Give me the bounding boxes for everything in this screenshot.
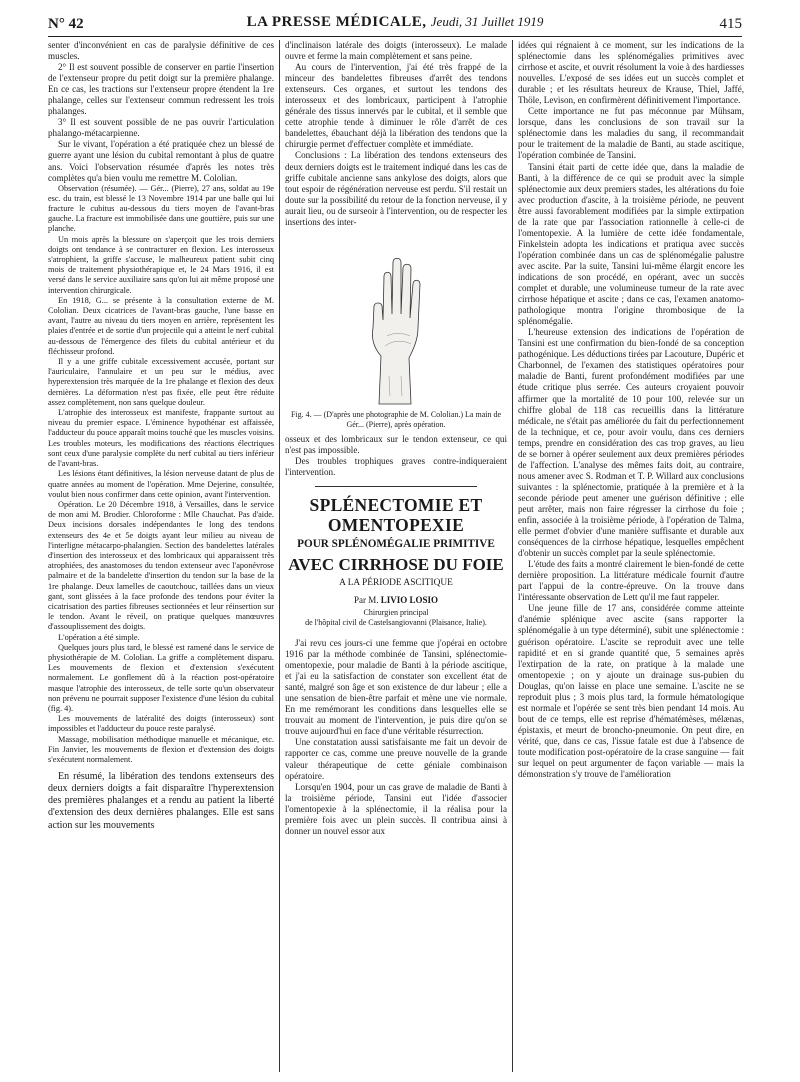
- paragraph: 2° Il est souvent possible de conserver en partie l'insertion de l'extenseur propre du petit doigt sur la première phalange. En ce cas, les tractions sur l'extenseur propre étendent la 1re phalange, celles sur l'extenseur commun redressent les trois phalanges.: [48, 62, 274, 117]
- article-subtitle-3: A LA PÉRIODE ASCITIQUE: [339, 577, 453, 588]
- column-2-middle: [285, 434, 507, 478]
- author-role: Chirurgien principal: [363, 607, 429, 617]
- page-number: 415: [719, 16, 742, 32]
- paragraph: Lorsqu'en 1904, pour un cas grave de maladie de Banti à la troisième période, Tansini eut l'idée d'associer l'omentopexie à la splénectomie, il la réalisa pour la première fois avec un plein succès. Il contribua ainsi à donner un nouvel essor aux: [285, 781, 507, 836]
- paragraph: Il y a une griffe cubitale excessivement accusée, portant sur l'auriculaire, l'annulaire et un peu sur le médius, avec hyperextension très marquée de la 1re phalange et flexion des deux dernières. La déformation n'est pas fixée, elle peut être réduite assez complètement, non sans quelque douleur.: [48, 357, 274, 407]
- paragraph: Tansini était parti de cette idée que, dans la maladie de Banti, à la différence de ce qui se produit avec la simple splénectomie aux deux premiers stades, les altérations du foie avec production d'ascite, à la troisième période, ne peuvent être aussi favorablement modifiées par la simple extirpation de la rate que par l'association rationnelle à celle-ci de l'omentopexie. A la lumière de cette idée fondamentale, Finkelstein adopta les indications et pratiqua avec succès l'opération combinée dans un cas de splénomégalie palustre avec ascite. Par la suite, Tansini lui-même élargit encore les indications de son procédé, en opérant, avec un succès complet et durable, une volumineuse tumeur de la rate avec cirrhose hépatique et ascite ; dans ce cas, l'examen anatomo-pathologique montra l'origine thrombosique de la splénomégalie.: [518, 161, 744, 327]
- page-header: [48, 10, 742, 37]
- hand-figure-image: [341, 236, 451, 406]
- paragraph: En résumé, la libération des tendons extenseurs des deux derniers doigts a fait disparaître l'hyperextension des premières phalanges et a rendu au patient la liberté d'extension des deux dernières phalanges. Elle est sans action sur les mouvements: [48, 771, 274, 831]
- author-line: [285, 594, 507, 607]
- paragraph: L'opération a été simple.: [58, 632, 140, 642]
- paragraph: Une constatation aussi satisfaisante me fait un devoir de rapporter ce cas, comme une preuve nouvelle de la grande valeur thérapeutique de cette géniale combinaison opératoire.: [285, 737, 507, 781]
- paragraph: osseux et des lombricaux sur le tendon extenseur, ce qui n'est pas impossible.: [285, 433, 507, 455]
- paragraph: Les lésions étant définitives, la lésion nerveuse datant de plus de quatre années au moment de l'opération. Mme Dejerine, consultée, voulut bien nous confirmer dans cette opinion, avant l'intervention.: [48, 469, 274, 499]
- paragraph: Conclusions : La libération des tendons extenseurs des deux derniers doigts est le traitement indiqué dans les cas de griffe cubitale ancienne sans ankylose des doigts, alors que tout espoir de régénération nerveuse est perdu. S'il restait un doute sur la possibilité du retour de la fonction nerveuse, il y aurait lieu, ou de surseoir à l'intervention, ou de respecter les insertions des inter-: [285, 150, 507, 227]
- journal-masthead: [48, 14, 742, 31]
- paragraph: Cette importance ne fut pas méconnue par Mühsam, lorsque, dans les conclusions de son travail sur la splénectomie dans les maladies du sang, il recommandait pour le traitement de la maladie de Banti, au stade ascitique, l'opération combinée de Tansini.: [518, 106, 744, 161]
- figure-caption: Fig. 4. — (D'après une photographie de M. Cololian.) La main de Gér... (Pierre), après opération.: [290, 409, 502, 429]
- paragraph: idées qui régnaient à ce moment, sur les indications de la splénectomie dans les splénomégalies primitives avec cirrhose et ascite, et ouvrit résolument la voie à des hardiesses nouvelles. L'exposé de ses idées eut un succès complet et durable ; et les résultats heureux de Krause, Thiel, Jaffé, Thöle, Levison, en confirmèrent définitivement l'importance.: [518, 40, 744, 106]
- column-3: [518, 40, 744, 1076]
- paragraph: Quelques jours plus tard, le blessé est ramené dans le service de physiothérapie de M. Cololian. La griffe a complètement disparu. Les mouvements de flexion et d'extension s'exécutent normalement. Le gonflement dû à la réaction post-opératoire masque l'atrophie des interosseux, de telle sorte qu'un observateur non prévenu ne pourrait supposer l'existence d'une lésion du cubital (fig. 4).: [48, 642, 274, 713]
- author-hospital: de l'hôpital civil de Castelsangiovanni (Plaisance, Italie).: [305, 617, 487, 627]
- paragraph: 3° Il est souvent possible de ne pas ouvrir l'articulation phalango-métacarpienne.: [48, 117, 274, 139]
- paragraph: L'atrophie des interosseux est manifeste, frappante surtout au niveau du premier espace. L'éminence hypothénar est affaissée, l'adducteur du pouce apparaît moins touché que les muscles voisins. Les troubles moteurs, les modifications des réactions électriques sont ceux d'une paralysie complète du nerf cubital au tiers inférieur de l'avant-bras.: [48, 408, 274, 469]
- author-name: LIVIO LOSIO: [380, 594, 439, 605]
- article-title: SPLÉNECTOMIE ET OMENTOPEXIE: [309, 494, 483, 535]
- paragraph: Des troubles trophiques graves contre-indiqueraient l'intervention.: [285, 455, 507, 477]
- issue-number: N° 42: [48, 16, 84, 32]
- author-affiliation: [285, 608, 507, 628]
- column-2: [285, 40, 507, 1076]
- column-2-top: [285, 40, 507, 228]
- paragraph: senter d'inconvénient en cas de paralysie définitive de ces muscles.: [48, 40, 274, 62]
- paragraph: L'heureuse extension des indications de l'opération de Tansini est une confirmation du bien-fondé de sa conception pathogénique. Les déductions tirées par Lacouture, Dupéric et Charbonnel, de l'examen des statistiques opératoires pour maladie de Banti, furent profondément modifiées par une étude critique plus serrée. Ces auteurs croyaient pouvoir affirmer que la mortalité de 10 pour 100, relevée sur un chiffre global de 118 cas recueillis dans la littérature médicale, ne s'était pas améliorée du fait du perfectionnement de la technique, et ce, pour avoir voulu, dans ces derniers temps, prendre en considération des cas trop graves, au lieu de se borner à opérer seulement aux deux premières périodes de l'affection. L'analyse des mêmes faits doit, au contraire, nous amener avec S. Rodman et T. P. Willard aux conclusions suivantes : la splénectomie, pratiquée à la première et à la seconde période peut amener une guérison définitive ; elle peut arrêter, mais non faire régresser la cirrhose du foie ; enfin, associée à la troisième période, à l'opération de Talma, elle permet d'obvier d'une manière suffisante et durable aux conséquences de la cirrhose hépatique, lesquelles empêchent d'obtenir un succès complet par la seule splénectomie.: [518, 327, 744, 559]
- article-separator: [315, 486, 477, 487]
- paragraph: Au cours de l'intervention, j'ai été très frappé de la minceur des bandelettes fibreuses d'arrêt des tendons extenseurs. Ces organes, et surtout les tendons des interosseux et des lombricaux, participent à l'atrophie générale des tissus innervés par le cubital, et il semble que cette atrophie tende à diminuer le rôle d'arrêt de ces bandelettes, ébauchant déjà la libération des tendons que la chirurgie permet d'effectuer complète et immédiate.: [285, 62, 507, 150]
- column-2-bottom: [285, 638, 507, 837]
- column-rule: [512, 40, 513, 1072]
- article-subtitle-1: POUR SPLÉNOMÉGALIE PRIMITIVE: [297, 537, 495, 550]
- paragraph: L'étude des faits a montré clairement le bien-fondé de cette dernière proposition. La littérature médicale fournit d'autre part l'appui de la contre-épreuve. On la trouve dans l'intéressante observation de Lett qu'il me faut rappeler.: [518, 559, 744, 603]
- paragraph: Observation (résumée). — Gér... (Pierre), 27 ans, soldat au 19e esc. du train, est blessé le 13 Novembre 1914 par une balle qui lui fracture le cubitus au-dessous du tiers moyen de l'avant-bras gauche. La fracture est immobilisée dans une gouttière, puis sur une planche.: [48, 183, 274, 234]
- paragraph: Un mois après la blessure on s'aperçoit que les trois derniers doigts ont tendance à se contracturer en flexion. Les interosseux s'atrophient, la griffe s'accuse, le malheureux patient subit cinq mois de traitement physiothérapique et, le 24 Mars 1916, il est versé dans le service auxiliaire sans qu'on lui ait même proposé une intervention chirurgicale.: [48, 234, 274, 295]
- issue-date: Jeudi, 31 Juillet 1919: [430, 14, 544, 29]
- column-1: [48, 40, 274, 1076]
- paragraph: En 1918, G... se présente à la consultation externe de M. Cololian. Deux cicatrices de l'avant-bras gauche, l'une basse en avant, l'autre au niveau du tiers moyen en arrière, représentent les plaies d'entrée et de sortie d'un projectile qui a atteint le nerf cubital au-dessous de l'émergence des filets du cubital antérieur et du fléchisseur profond.: [48, 295, 274, 356]
- author-prefix: Par M.: [353, 594, 379, 605]
- paragraph: Sur le vivant, l'opération a été pratiquée chez un blessé de guerre ayant une lésion du cubital remontant à plus de quatre ans. Voici l'observation résumée d'après les notes très complètes qu'a bien voulu me remettre M. Cololian.: [48, 139, 274, 183]
- journal-title: LA PRESSE MÉDICALE,: [246, 14, 427, 30]
- article-subtitle-2: AVEC CIRRHOSE DU FOIE: [288, 554, 504, 574]
- paragraph: Une jeune fille de 17 ans, considérée comme atteinte d'anémie splénique avec ascite (sans rapporter la splénomégalie à un type déterminé), subit une splénectomie : guérison opératoire. L'ascite se reproduit avec une telle rapidité et en si grande quantité que, 5 semaines après l'extirpation de la rate, on pratique à la malade une omentopexie ; on y ajoute un drainage sus-pubien du Douglas, qu'on laisse en place une semaine. L'ascite ne se reproduit plus ; 3 mois plus tard, la formule hématologique est normale et l'opérée se sent très bien pendant 14 mois. Au bout de ce temps, elle est reprise d'hématémèses, mélænas, épistaxis, et meurt de broncho-pneumonie. On peut dire, en vérité, que, dans ce cas, l'issue fatale est due à l'absence de toute modification post-opératoire de la crase sanguine — fait sur lequel on peut argumenter de façon variable — mais la démonstration s'y trouve de l'amélioration: [518, 603, 744, 780]
- column-rule: [279, 40, 280, 1072]
- paragraph: Opération. Le 20 Décembre 1918, à Versailles, dans le service de mon ami M. Brodier. Chloroforme : Mlle Chauchat. Pas d'aide. Deux incisions dorsales indépendantes le long des tendons extenseurs des 4e et 5e doigts ayant leur milieu au niveau de l'interligne métacarpo-phalangien. Section des bandelettes latérales d'insertion des interosseux et des lombricaux qui apparaissent très atrophiées, des anastomoses du tendon extenseur avec l'aponévrose palmaire et de la bandelette d'insertion du tendon sur la base de la 1re phalange. Deux lamelles de caoutchouc, taillées dans un vieux gant, sont glissées à la face profonde des tendons pour éviter la cicatrisation des parties fibreuses sectionnées et leur réinsertion sur le tendon. Avant le réveil, on pratique quelques manœuvres d'assouplissement des doigts.: [48, 499, 274, 632]
- paragraph: d'inclinaison latérale des doigts (interosseux). Le malade ouvre et ferme la main complètement et sans peine.: [285, 40, 507, 62]
- paragraph: Massage, mobilisation méthodique manuelle et mécanique, etc. Fin Janvier, les mouvements de flexion et d'extension des doigts s'exécutent normalement.: [48, 734, 274, 764]
- paragraph: J'ai revu ces jours-ci une femme que j'opérai en octobre 1916 par la méthode combinée de Tansini, splénectomie-omentopexie, pour maladie de Banti à la période ascitique, et j'ai eu la satisfaction de constater son excellent état de santé, malgré son âge et son existence de dur labeur ; elle a une sensation de bien-être parfait et mène une vie normale. En me remémorant les conditions dans lesquelles elle se trouvait au moment de l'intervention, je puis dire qu'on se trouve aujourd'hui en face d'une véritable résurrection.: [285, 637, 507, 737]
- paragraph: Les mouvements de latéralité des doigts (interosseux) sont impossibles et l'adducteur du pouce reste paralysé.: [48, 714, 274, 734]
